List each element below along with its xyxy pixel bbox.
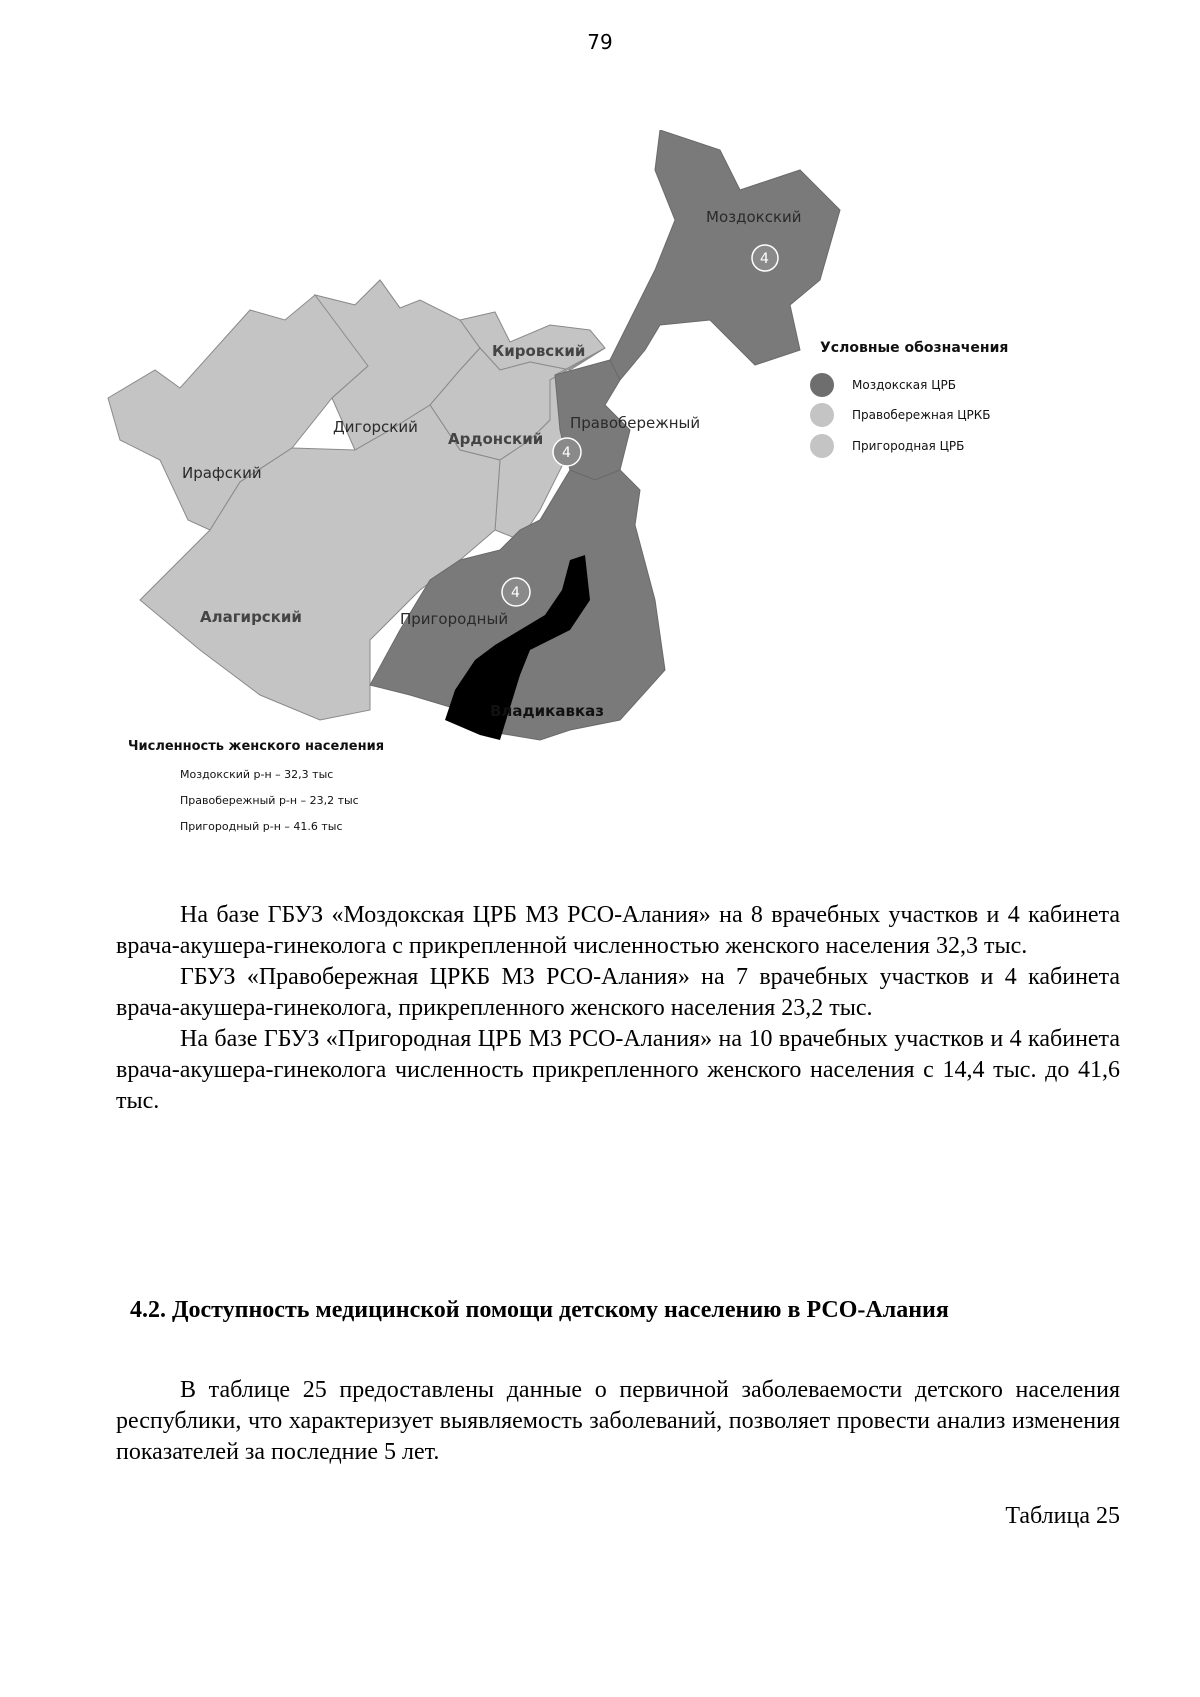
svg-text:4: 4 (760, 251, 769, 267)
population-title: Численность женского населения (128, 739, 385, 754)
label-mozdok: Моздокский (706, 208, 802, 226)
label-irafsky: Ирафский (182, 464, 262, 482)
map-legend (810, 340, 1008, 458)
population-item: Правобережный р-н – 23,2 тыс (180, 794, 359, 807)
badge-pravoberezhny (553, 438, 581, 466)
map-figure (100, 130, 1120, 930)
population-legend (128, 739, 384, 833)
intro-paragraph: В таблице 25 предоставлены данные о первичной заболеваемости детского населения республики, что характеризует выявляемость заболеваний, позволяет провести анализ изменения показателей за последние 5 лет. (116, 1377, 1120, 1465)
legend-marker-dark (810, 373, 834, 397)
population-item: Моздокский р-н – 32,3 тыс (180, 768, 334, 781)
label-ardonsky: Ардонский (448, 430, 544, 448)
legend-item: Пригородная ЦРБ (852, 439, 965, 453)
legend-item: Моздокская ЦРБ (852, 378, 956, 392)
body-paragraphs (116, 900, 1120, 1117)
label-pravoberezhny: Правобережный (570, 414, 701, 432)
legend-title: Условные обозначения (820, 340, 1009, 356)
page-number: 79 (587, 30, 613, 54)
intro-block (116, 1375, 1120, 1468)
legend-marker-light (810, 434, 834, 458)
paragraph: На базе ГБУЗ «Пригородная ЦРБ МЗ РСО-Алания» на 10 врачебных участков и 4 кабинета врача-акушера-гинеколога численность прикрепленного женского населения с 14,4 тыс. до 41,6 тыс. (116, 1026, 1120, 1114)
legend-item: Правобережная ЦРКБ (852, 408, 991, 422)
svg-text:4: 4 (511, 585, 520, 601)
paragraph: ГБУЗ «Правобережная ЦРКБ МЗ РСО-Алания» на 7 врачебных участков и 4 кабинета врача-акушера-гинеколога, прикрепленного женского населения 23,2 тыс. (116, 964, 1120, 1021)
label-prigorodny: Пригородный (400, 610, 509, 628)
paragraph: На базе ГБУЗ «Моздокская ЦРБ МЗ РСО-Алания» на 8 врачебных участков и 4 кабинета врача-акушера-гинеколога с прикрепленной численностью женского населения 32,3 тыс. (116, 902, 1120, 959)
section-heading: 4.2. Доступность медицинской помощи детскому населению в РСО-Алания (130, 1297, 949, 1323)
badge-prigorodny (502, 578, 530, 606)
label-digorsky: Дигорский (333, 418, 418, 436)
badge-mozdok (752, 245, 778, 271)
population-item: Пригородный р-н – 41.6 тыс (180, 820, 343, 833)
label-alagirsky: Алагирский (200, 608, 302, 626)
label-kirovsky: Кировский (492, 342, 586, 360)
region-map (100, 130, 1120, 930)
table-caption: Таблица 25 (1005, 1503, 1120, 1529)
label-vladikavkaz: Владикавказ (490, 702, 604, 720)
region-mozdok (610, 130, 840, 380)
legend-marker-light (810, 403, 834, 427)
svg-text:4: 4 (562, 445, 571, 461)
